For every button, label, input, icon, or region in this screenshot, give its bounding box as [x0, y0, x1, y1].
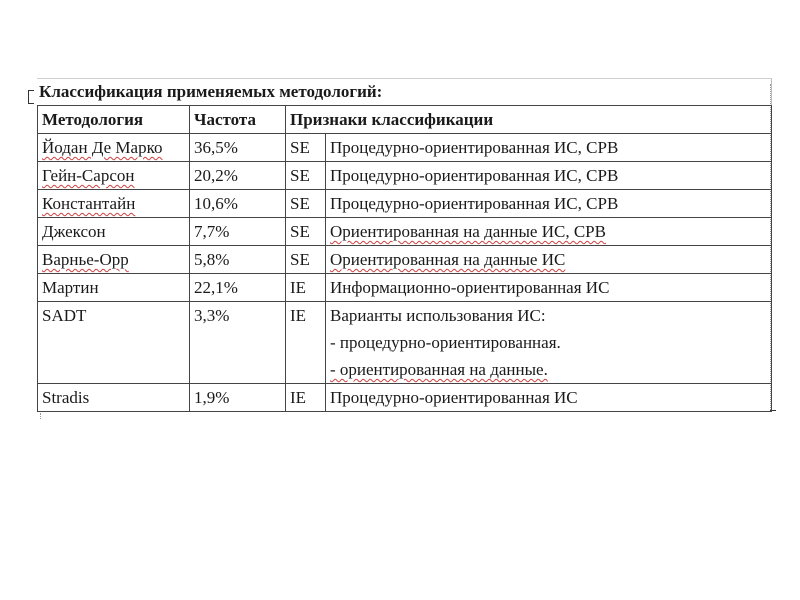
methodology-table — [37, 105, 772, 412]
cell-method: Мартин — [38, 274, 190, 302]
cell-frequency: 10,6% — [190, 190, 286, 218]
cell-frequency: 22,1% — [190, 274, 286, 302]
cell-frequency: 36,5% — [190, 134, 286, 162]
cell-description: Ориентированная на данные ИС, СРВ — [326, 218, 772, 246]
cell-method: Джексон — [38, 218, 190, 246]
cell-frequency: 20,2% — [190, 162, 286, 190]
cell-code: IE — [286, 302, 326, 384]
cell-description — [326, 302, 772, 384]
cell-method: SADT — [38, 302, 190, 384]
cell-description: Информационно-ориентированная ИС — [326, 274, 772, 302]
cell-description: Ориентированная на данные ИС — [326, 246, 772, 274]
table-caption: Классификация применяемых методологий: — [37, 78, 772, 105]
header-frequency: Частота — [190, 106, 286, 134]
cell-method: Йодан Де Марко — [38, 134, 190, 162]
description-line: - ориентированная на данные. — [330, 360, 548, 379]
table-header-row — [38, 106, 772, 134]
cell-method: Варнье-Орр — [38, 246, 190, 274]
cell-frequency: 7,7% — [190, 218, 286, 246]
table-row — [38, 218, 772, 246]
document-page — [37, 78, 772, 412]
cell-method: Константайн — [38, 190, 190, 218]
table-row — [38, 274, 772, 302]
table-row — [38, 190, 772, 218]
table-row — [38, 384, 772, 412]
cell-description: Процедурно-ориентированная ИС, СРВ — [326, 162, 772, 190]
cell-description: Процедурно-ориентированная ИС, СРВ — [326, 190, 772, 218]
table-row — [38, 246, 772, 274]
cell-code: SE — [286, 190, 326, 218]
cell-code: IE — [286, 384, 326, 412]
paragraph-bracket-mark — [28, 90, 34, 104]
cell-code: SE — [286, 134, 326, 162]
table-row — [38, 162, 772, 190]
cell-method: Гейн-Сарсон — [38, 162, 190, 190]
cell-code: SE — [286, 218, 326, 246]
cell-code: IE — [286, 274, 326, 302]
cell-code: SE — [286, 162, 326, 190]
cell-frequency: 5,8% — [190, 246, 286, 274]
table-row — [38, 134, 772, 162]
cell-method: Stradis — [38, 384, 190, 412]
cell-frequency: 3,3% — [190, 302, 286, 384]
cell-description: Процедурно-ориентированная ИС, СРВ — [326, 134, 772, 162]
cell-description: Процедурно-ориентированная ИС — [326, 384, 772, 412]
bottom-margin-guide — [40, 413, 41, 419]
description-line: - процедурно-ориентированная. — [330, 333, 561, 352]
header-methodology: Методология — [38, 106, 190, 134]
header-features: Признаки классификации — [286, 106, 772, 134]
description-line: Варианты использования ИС: — [330, 306, 546, 325]
table-row — [38, 302, 772, 384]
cell-code: SE — [286, 246, 326, 274]
cell-frequency: 1,9% — [190, 384, 286, 412]
